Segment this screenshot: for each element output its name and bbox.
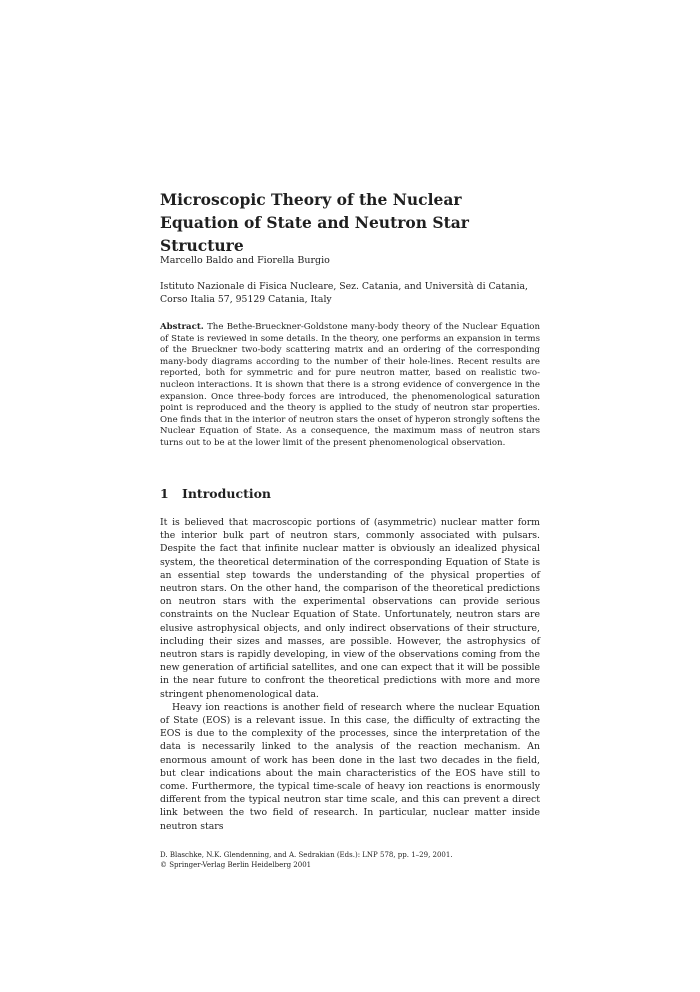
footer-citation: D. Blaschke, N.K. Glendenning, and A. Sedrakian (Eds.): LNP 578, pp. 1–29, 2001. — [160, 851, 453, 859]
paper-authors: Marcello Baldo and Fiorella Burgio — [160, 255, 330, 266]
abstract — [160, 322, 540, 450]
footer — [160, 850, 540, 870]
body-paragraph: It is believed that macroscopic portions of (asymmetric) nuclear matter form the interior bulk part of neutron stars, commonly associated with pulsars. Despite the fact that infinite nuclear matter is obviously an idealized physical system, the theoretical determination of the corresponding Equation of State is an essential step towards the understanding of the physical properties of neutron stars. On the other hand, the comparison of the theoretical predictions on neutron stars with the experimental observations can provide serious constraints on the Nuclear Equation of State. Unfortunately, neutron stars are elusive astrophysical objects, and only indirect observations of their structure, including their sizes and masses, are possible. However, the astrophysics of neutron stars is rapidly developing, in view of the observations coming from the new generation of artificial satellites, and one can expect that it will be possible in the near future to confront the theoretical predictions with more and more stringent phenomenological data. — [160, 517, 540, 700]
body-paragraph: Heavy ion reactions is another field of research where the nuclear Equation of State (EOS) is a relevant issue. In this case, the difficulty of extracting the EOS is due to the complexity of the processes, since the interpretation of the data is necessarily linked to the analysis of the reaction mechanism. An enormous amount of work has been done in the last two decades in the field, but clear indications about the main characteristics of the EOS have still to come. Furthermore, the typical time-scale of heavy ion reactions is enormously different from the typical neutron star time scale, and this can prevent a direct link between the two field of research. In particular, nuclear matter inside neutron stars — [160, 701, 540, 832]
paper-affiliation: Istituto Nazionale di Fisica Nucleare, Sez. Catania, and Università di Catania, Corso Italia 57, 95129 Catania, Italy — [160, 281, 528, 305]
section-heading — [160, 486, 271, 502]
section-body — [160, 516, 540, 833]
section-title: Introduction — [182, 486, 272, 501]
abstract-text: The Bethe-Brueckner-Goldstone many-body theory of the Nuclear Equation of State is reviewed in some details. In the theory, one performs an expansion in terms of the Brueckner two-body scattering matrix and an ordering of the corresponding many-body diagrams according to the number of their hole-lines. Recent results are reported, both for symmetric and for pure neutron matter, based on realistic two-nucleon interactions. It is shown that there is a strong evidence of convergence in the expansion. Once three-body forces are introduced, the phenomenological saturation point is reproduced and the theory is applied to the study of neutron star properties. One finds that in the interior of neutron stars the onset of hyperon strongly softens the Nuclear Equation of State. As a consequence, the maximum mass of neutron stars turns out to be at the lower limit of the present phenomenological observation. — [160, 322, 540, 448]
paper-title: Microscopic Theory of the Nuclear Equation of State and Neutron Star Structure — [160, 190, 469, 255]
footer-copyright: © Springer-Verlag Berlin Heidelberg 2001 — [160, 861, 312, 869]
section-number: 1 — [160, 486, 169, 501]
abstract-label: Abstract. — [160, 322, 204, 332]
